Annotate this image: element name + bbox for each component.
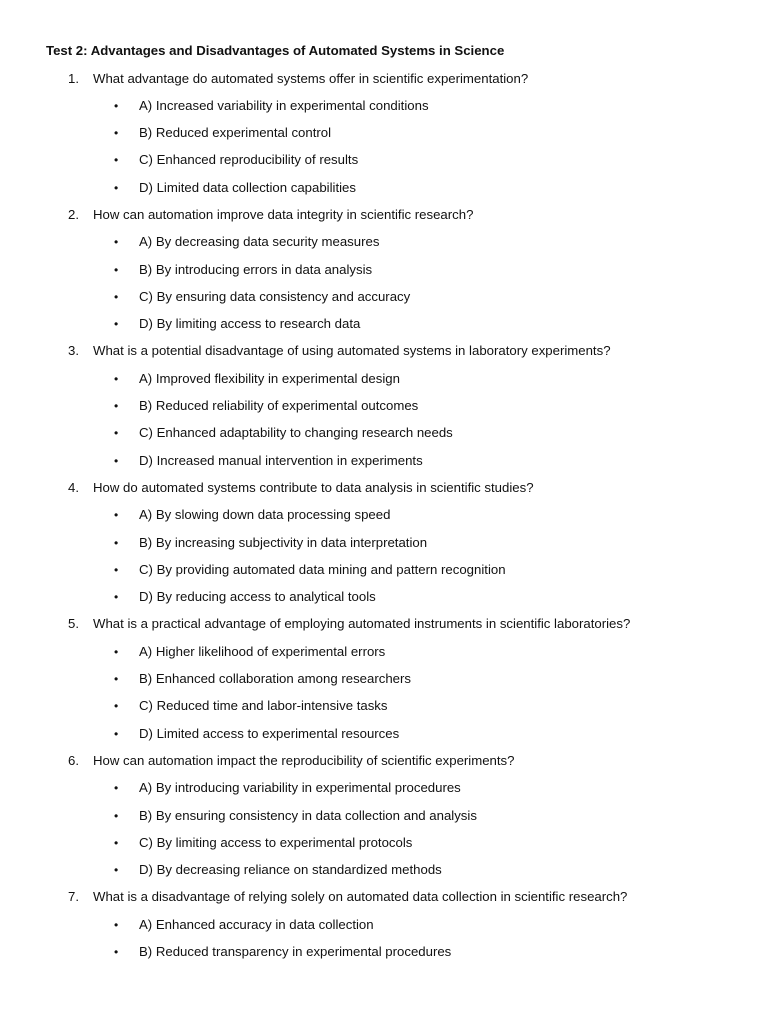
answer-option xyxy=(46,724,746,744)
bullet-icon: • xyxy=(114,535,119,550)
answer-option xyxy=(46,533,746,553)
bullet-icon: • xyxy=(114,781,119,796)
option-text: B) By introducing errors in data analysis xyxy=(139,261,373,277)
option-text: C) Enhanced adaptability to changing research needs xyxy=(139,425,453,441)
option-text: C) By ensuring data consistency and accuracy xyxy=(139,288,411,304)
bullet-icon: • xyxy=(114,235,119,250)
option-text: A) Enhanced accuracy in data collection xyxy=(139,916,374,932)
bullet-icon: • xyxy=(114,508,119,523)
question-4 xyxy=(46,478,746,498)
option-text: A) By decreasing data security measures xyxy=(139,234,380,250)
option-text: D) By limiting access to research data xyxy=(139,316,361,332)
bullet-icon: • xyxy=(114,726,119,741)
option-text: B) By ensuring consistency in data collection and analysis xyxy=(139,807,477,823)
answer-option xyxy=(46,423,746,443)
answer-option xyxy=(46,696,746,716)
bullet-icon: • xyxy=(114,126,119,141)
option-text: B) Enhanced collaboration among researchers xyxy=(139,671,411,687)
bullet-icon: • xyxy=(114,863,119,878)
bullet-icon: • xyxy=(114,399,119,414)
bullet-icon: • xyxy=(114,672,119,687)
option-text: B) Reduced experimental control xyxy=(139,125,332,141)
bullet-icon: • xyxy=(114,590,119,605)
question-number: 7. xyxy=(68,889,79,905)
answer-option xyxy=(46,232,746,252)
option-text: C) Reduced time and labor-intensive tasks xyxy=(139,698,388,714)
question-text: What is a disadvantage of relying solely on automated data collection in scientific research? xyxy=(93,889,628,905)
bullet-icon: • xyxy=(114,562,119,577)
answer-option xyxy=(46,260,746,280)
option-text: D) Limited data collection capabilities xyxy=(139,179,356,195)
question-5 xyxy=(46,614,746,634)
option-text: B) Reduced reliability of experimental outcomes xyxy=(139,398,419,414)
answer-option xyxy=(46,669,746,689)
question-number: 2. xyxy=(68,206,79,222)
bullet-icon: • xyxy=(114,262,119,277)
answer-option xyxy=(46,396,746,416)
bullet-icon: • xyxy=(114,317,119,332)
option-text: C) Enhanced reproducibility of results xyxy=(139,152,359,168)
document-title: Test 2: Advantages and Disadvantages of Automated Systems in Science xyxy=(46,43,505,58)
option-text: A) By slowing down data processing speed xyxy=(139,507,391,523)
answer-option xyxy=(46,778,746,798)
answer-option xyxy=(46,123,746,143)
answer-option xyxy=(46,314,746,334)
answer-option xyxy=(46,860,746,880)
option-text: A) By introducing variability in experimental procedures xyxy=(139,780,461,796)
answer-option xyxy=(46,451,746,471)
answer-option xyxy=(46,642,746,662)
answer-option xyxy=(46,505,746,525)
option-text: C) By providing automated data mining and pattern recognition xyxy=(139,561,506,577)
question-text: What is a practical advantage of employing automated instruments in scientific laboratories? xyxy=(93,616,631,632)
bullet-icon: • xyxy=(114,153,119,168)
answer-option xyxy=(46,833,746,853)
option-text: A) Higher likelihood of experimental errors xyxy=(139,643,386,659)
question-number: 6. xyxy=(68,752,79,768)
question-2 xyxy=(46,205,746,225)
question-number: 3. xyxy=(68,343,79,359)
answer-option xyxy=(46,178,746,198)
bullet-icon: • xyxy=(114,917,119,932)
answer-option xyxy=(46,587,746,607)
answer-option xyxy=(46,806,746,826)
question-text: How can automation improve data integrity in scientific research? xyxy=(93,206,474,222)
option-text: B) By increasing subjectivity in data interpretation xyxy=(139,534,428,550)
document xyxy=(46,41,746,969)
bullet-icon: • xyxy=(114,945,119,959)
question-list xyxy=(46,69,746,963)
answer-option xyxy=(46,96,746,116)
answer-option xyxy=(46,150,746,170)
option-text: A) Improved flexibility in experimental design xyxy=(139,370,400,386)
bullet-icon: • xyxy=(114,371,119,386)
bullet-icon: • xyxy=(114,289,119,304)
bullet-icon: • xyxy=(114,835,119,850)
question-text: What is a potential disadvantage of using automated systems in laboratory experiments? xyxy=(93,343,611,359)
answer-option xyxy=(46,915,746,935)
question-3 xyxy=(46,341,746,361)
question-number: 1. xyxy=(68,70,79,86)
option-text: D) By reducing access to analytical tools xyxy=(139,589,376,605)
answer-option xyxy=(46,369,746,389)
question-text: What advantage do automated systems offer in scientific experimentation? xyxy=(93,70,529,86)
option-text: C) By limiting access to experimental protocols xyxy=(139,834,413,850)
question-6 xyxy=(46,751,746,771)
question-7 xyxy=(46,887,746,907)
bullet-icon: • xyxy=(114,808,119,823)
bullet-icon: • xyxy=(114,180,119,195)
question-number: 4. xyxy=(68,479,79,495)
option-text: B) Reduced transparency in experimental procedures xyxy=(139,944,452,959)
question-1 xyxy=(46,69,746,89)
option-text: D) Increased manual intervention in experiments xyxy=(139,452,423,468)
question-number: 5. xyxy=(68,616,79,632)
question-text: How can automation impact the reproducibility of scientific experiments? xyxy=(93,752,515,768)
option-text: D) Limited access to experimental resources xyxy=(139,725,400,741)
answer-option xyxy=(46,560,746,580)
answer-option xyxy=(46,942,746,962)
answer-option xyxy=(46,287,746,307)
option-text: A) Increased variability in experimental conditions xyxy=(139,97,429,113)
question-text: How do automated systems contribute to data analysis in scientific studies? xyxy=(93,479,534,495)
bullet-icon: • xyxy=(114,699,119,714)
bullet-icon: • xyxy=(114,98,119,113)
bullet-icon: • xyxy=(114,644,119,659)
bullet-icon: • xyxy=(114,426,119,441)
option-text: D) By decreasing reliance on standardized methods xyxy=(139,862,442,878)
bullet-icon: • xyxy=(114,453,119,468)
